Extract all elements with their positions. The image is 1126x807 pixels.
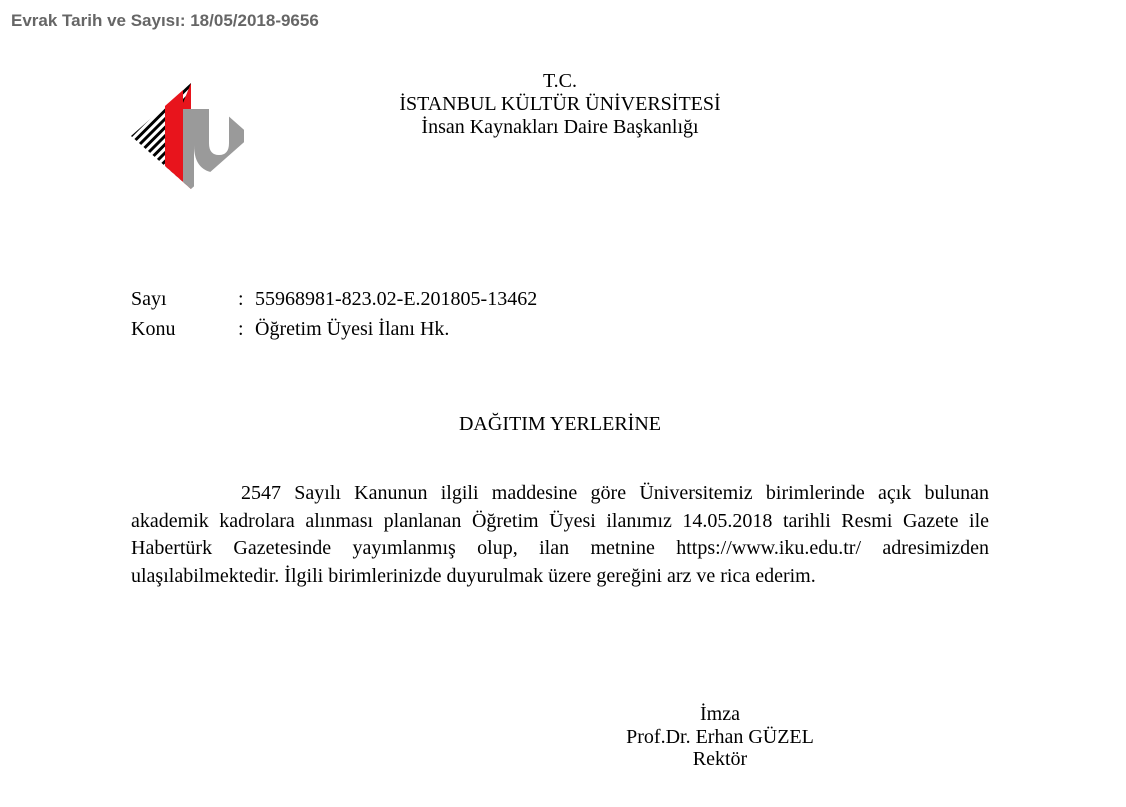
signature-title: Rektör (692, 748, 748, 770)
header-university: İSTANBUL KÜLTÜR ÜNİVERSİTESİ (399, 93, 721, 115)
meta-row-konu (131, 314, 537, 344)
header-department: İnsan Kaynakları Daire Başkanlığı (421, 116, 699, 138)
signature-block (560, 703, 880, 771)
document-meta (131, 284, 537, 344)
meta-label: Konu (131, 318, 176, 340)
signature-name: Prof.Dr. Erhan GÜZEL (626, 725, 814, 748)
letterhead (340, 70, 780, 139)
meta-colon: : (238, 318, 244, 340)
distribution-heading: DAĞITIM YERLERİNE (458, 413, 661, 435)
iku-logo-icon (131, 83, 251, 189)
header-tc: T.C. (542, 70, 578, 92)
meta-value: 55968981-823.02-E.201805-13462 (255, 288, 538, 310)
meta-row-sayi (131, 284, 537, 314)
document-date-number: Evrak Tarih ve Sayısı: 18/05/2018-9656 (11, 11, 319, 30)
meta-label: Sayı (131, 288, 167, 310)
signature-imza: İmza (700, 703, 740, 725)
letter-body: 2547 Sayılı Kanunun ilgili maddesine göre Üniversitemiz birimlerinde açık bulunan akademik kadrolara alınması planlanan Öğretim Üyesi ilanımız 14.05.2018 tarihli Resmi Gazete ile Habertürk Gazetesinde yayımlanmış olup, ilan metnine https://www.iku.edu.tr/ adresimizden ulaşılabilmektedir. İlgili birimlerinizde duyurulmak üzere gereğini arz ve rica ederim. (131, 482, 989, 587)
meta-colon: : (238, 288, 244, 310)
meta-value: Öğretim Üyesi İlanı Hk. (255, 318, 450, 340)
